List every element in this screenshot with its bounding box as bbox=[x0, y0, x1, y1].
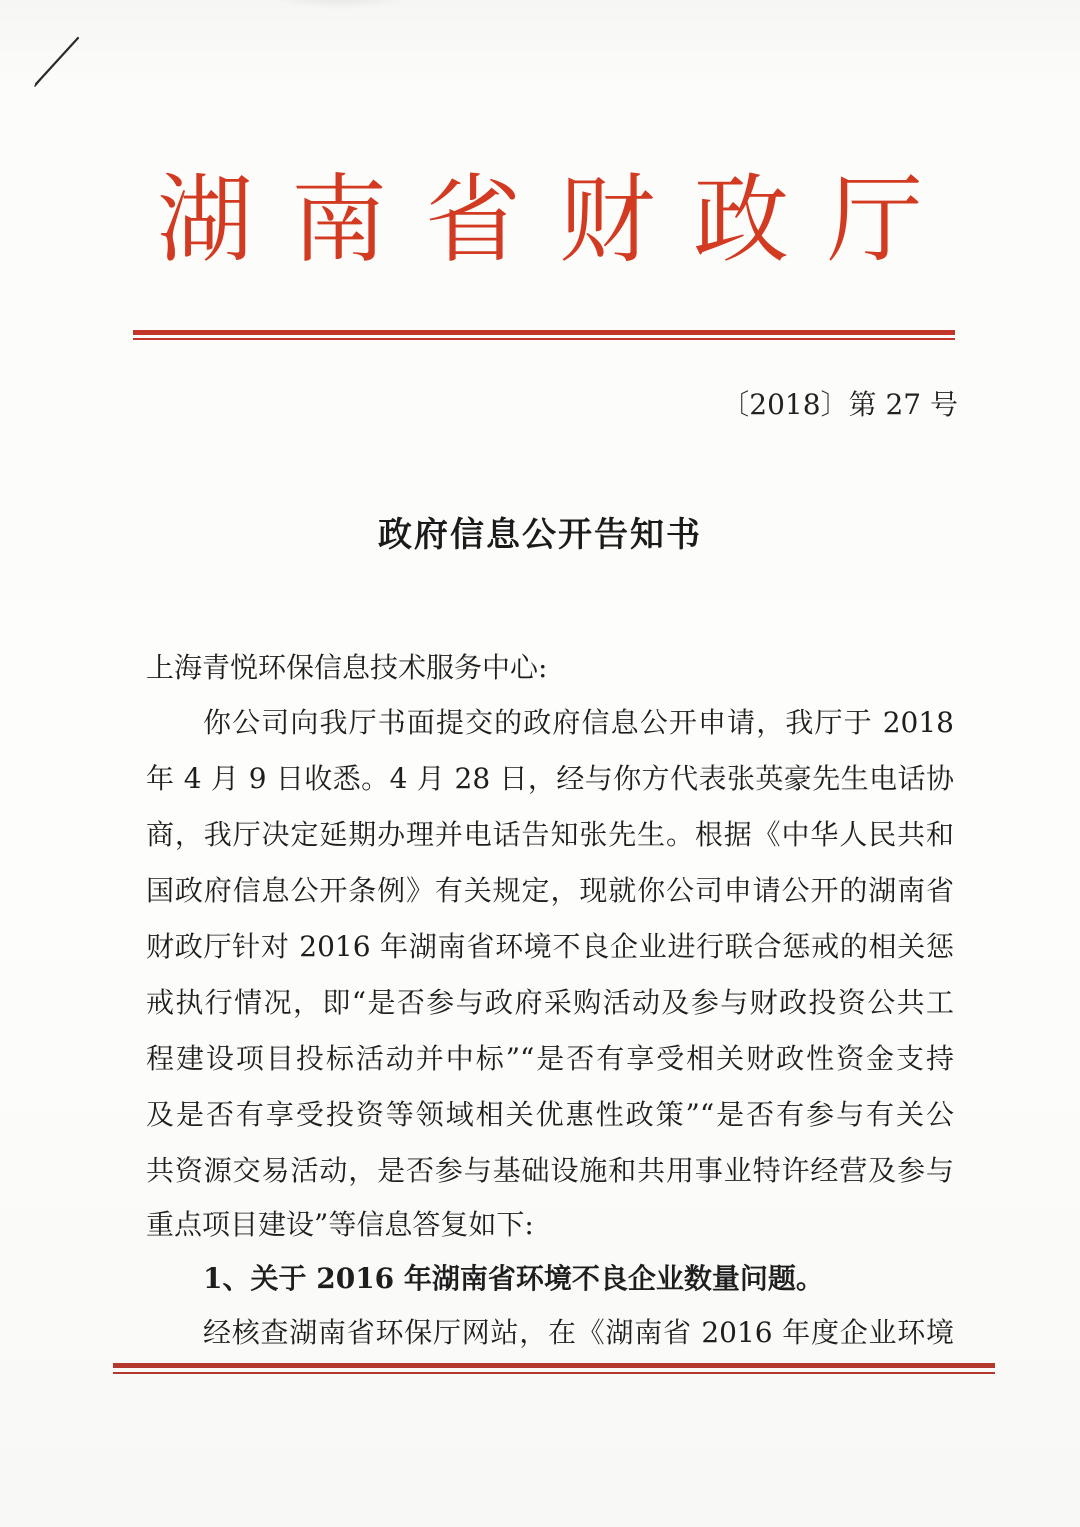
body-paragraph-line: 重点项目建设”等信息答复如下: bbox=[146, 1208, 534, 1241]
body-paragraph-line: 共资源交易活动，是否参与基础设施和共用事业特许经营及参与 bbox=[146, 1154, 954, 1187]
body-paragraph-line: 财政厅针对 2016 年湖南省环境不良企业进行联合惩戒的相关惩 bbox=[146, 930, 954, 963]
rule-thick-line bbox=[113, 1363, 995, 1368]
masthead-char: 省 bbox=[425, 164, 521, 276]
document-number: 〔2018〕第 27 号 bbox=[721, 388, 958, 421]
rule-thin-line bbox=[113, 1372, 995, 1374]
body-paragraph-line: 及是否有享受投资等领域相关优惠性政策”“是否有参与有关公 bbox=[146, 1098, 954, 1131]
masthead-char: 厅 bbox=[827, 164, 923, 276]
masthead-red-rule bbox=[133, 330, 955, 340]
masthead-char: 湖 bbox=[157, 164, 253, 276]
body-paragraph-line: 你公司向我厅书面提交的政府信息公开申请，我厅于 2018 bbox=[203, 706, 954, 739]
masthead-char: 财 bbox=[559, 164, 655, 276]
body-paragraph-line: 戒执行情况，即“是否参与政府采购活动及参与财政投资公共工 bbox=[146, 986, 954, 1019]
rule-thick-line bbox=[133, 330, 955, 335]
footer-red-rule bbox=[113, 1363, 995, 1374]
pen-stroke-mark bbox=[28, 30, 88, 90]
masthead-org-name bbox=[150, 160, 930, 280]
salutation-recipient: 上海青悦环保信息技术服务中心: bbox=[146, 651, 548, 684]
section-body-line: 经核查湖南省环保厅网站，在《湖南省 2016 年度企业环境 bbox=[203, 1316, 954, 1349]
rule-thin-line bbox=[133, 338, 955, 340]
body-paragraph-line: 程建设项目投标活动并中标”“是否有享受相关财政性资金支持 bbox=[146, 1042, 954, 1075]
document-title: 政府信息公开告知书 bbox=[378, 515, 702, 555]
body-paragraph-line: 商，我厅决定延期办理并电话告知张先生。根据《中华人民共和 bbox=[146, 818, 954, 851]
masthead-char: 政 bbox=[693, 164, 789, 276]
body-paragraph-line: 国政府信息公开条例》有关规定，现就你公司申请公开的湖南省 bbox=[146, 874, 954, 907]
masthead-char: 南 bbox=[291, 164, 387, 276]
section-heading: 1、关于 2016 年湖南省环境不良企业数量问题。 bbox=[203, 1262, 824, 1295]
body-paragraph-line: 年 4 月 9 日收悉。4 月 28 日，经与你方代表张英豪先生电话协 bbox=[146, 762, 954, 795]
scan-shadow bbox=[260, 0, 420, 10]
